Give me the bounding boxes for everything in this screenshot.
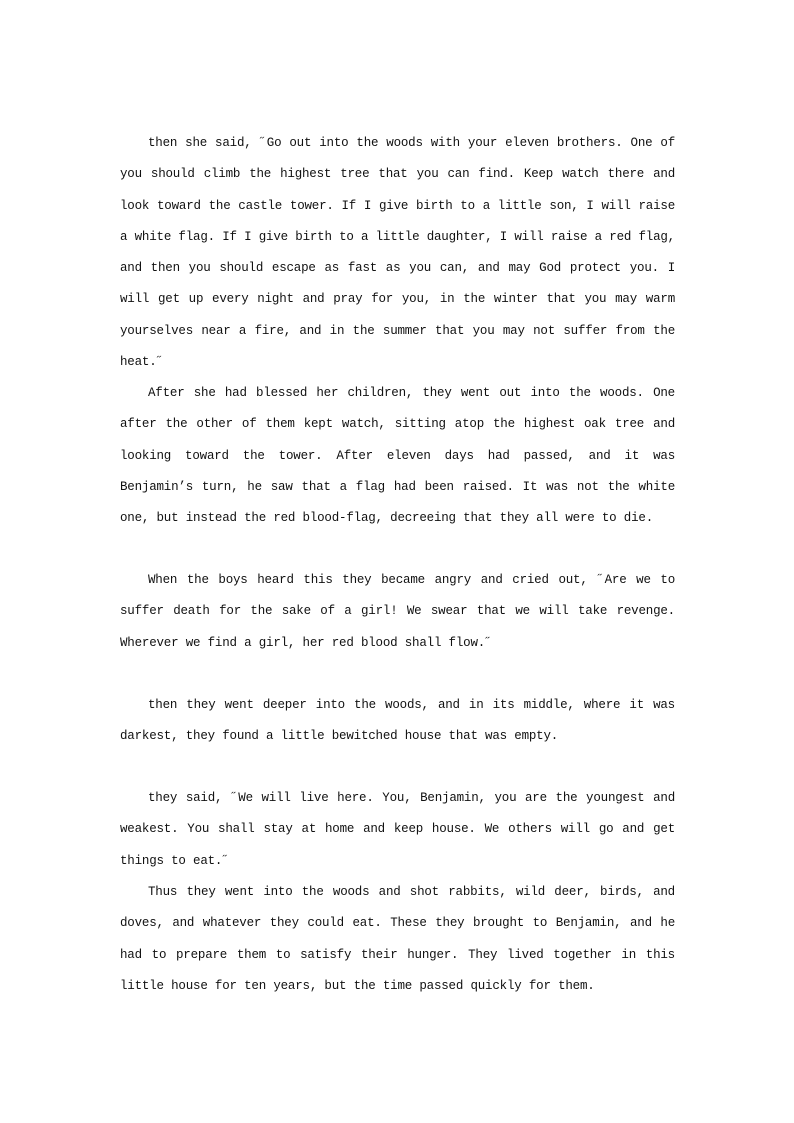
paragraph: Thus they went into the woods and shot rabbits, wild deer, birds, and doves, and whatever they could eat. These they brought to Benjamin, and he had to prepare them to satisfy their hunger. They lived together in this little house for ten years, but the time passed quickly for them.	[120, 885, 675, 993]
paragraph: they said, ˝We will live here. You, Benjamin, you are the youngest and weakest. You shall stay at home and keep house. We others will go and get things to eat.˝	[120, 791, 675, 868]
paragraph: then they went deeper into the woods, and in its middle, where it was darkest, they found a little bewitched house that was empty.	[120, 698, 675, 744]
paragraph: When the boys heard this they became angry and cried out, ˝Are we to suffer death for the sake of a girl! We swear that we will take revenge. Wherever we find a girl, her red blood shall flow.˝	[120, 573, 675, 650]
paragraph: then she said, ˝Go out into the woods with your eleven brothers. One of you should climb the highest tree that you can find. Keep watch there and look toward the castle tower. If I give birth to a little son, I will raise a white flag. If I give birth to a little daughter, I will raise a red flag, and then you should escape as fast as you can, and may God protect you. I will get up every night and pray for you, in the winter that you may warm yourselves near a fire, and in the summer that you may not suffer from the heat.˝	[120, 136, 675, 370]
paragraph: After she had blessed her children, they went out into the woods. One after the other of them kept watch, sitting atop the highest oak tree and looking toward the tower. After eleven days had passed, and it was Benjamin’s turn, he saw that a flag had been raised. It was not the white one, but instead the red blood-flag, decreeing that they all were to die.	[120, 386, 675, 526]
